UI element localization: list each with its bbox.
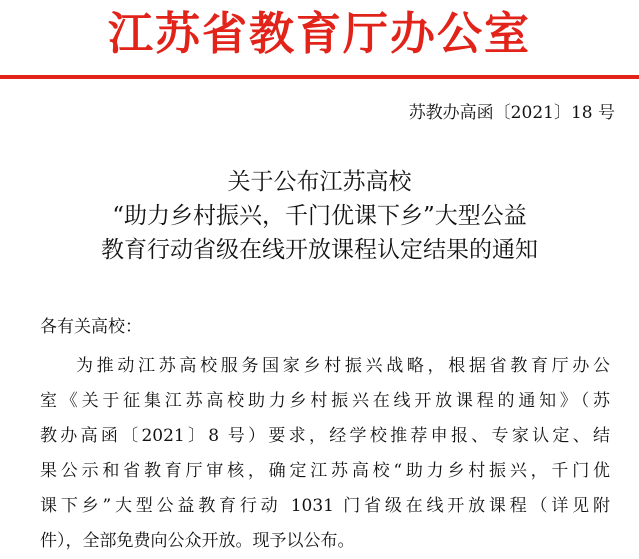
salutation: 各有关高校： — [40, 317, 142, 337]
body-line: 课下乡”大型公益教育行动 1031 门省级在线开放课程（详见附 — [40, 496, 610, 516]
notice-title — [0, 165, 639, 267]
letterhead-title: 江苏省教育厅办公室 — [107, 7, 531, 60]
notice-title-line: 教育行动省级在线开放课程认定结果的通知 — [101, 237, 538, 263]
body-line: 室《关于征集江苏高校助力乡村振兴在线开放课程的通知》（苏 — [40, 391, 610, 411]
document-reference-number: 苏教办高函〔2021〕18 号 — [408, 103, 615, 123]
body-paragraph — [40, 349, 610, 559]
body-line: 果公示和省教育厅审核，确定江苏高校“助力乡村振兴，千门优 — [40, 461, 610, 481]
notice-title-line: 关于公布江苏高校 — [227, 169, 412, 195]
notice-title-line: “助力乡村振兴，千门优课下乡”大型公益 — [112, 203, 527, 229]
body-line: 教办高函〔2021〕8 号）要求，经学校推荐申报、专家认定、结 — [40, 426, 610, 446]
body-line: 为推动江苏高校服务国家乡村振兴战略，根据省教育厅办公 — [76, 356, 610, 376]
letterhead-red-rule — [0, 75, 639, 79]
body-line: 件），全部免费向公众开放。现予以公布。 — [40, 531, 355, 551]
